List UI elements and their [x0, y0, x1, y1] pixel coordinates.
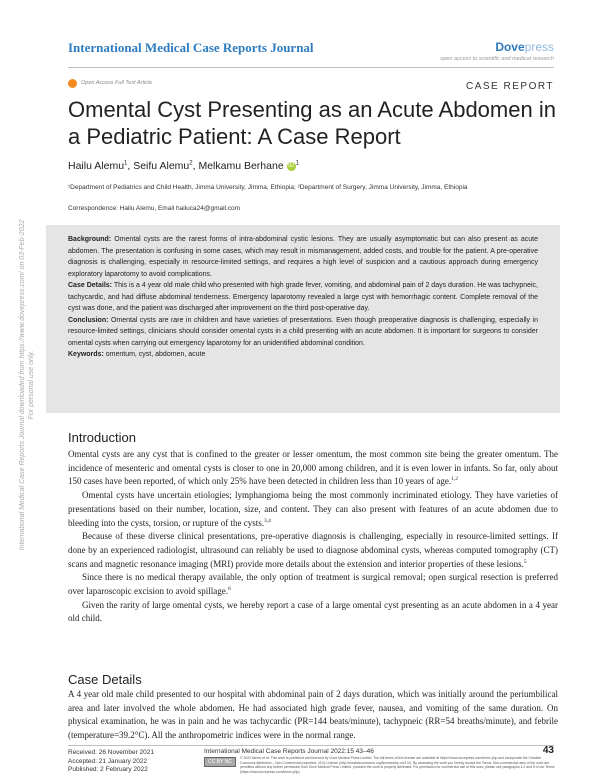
accepted-date: Accepted: 21 January 2022	[68, 757, 148, 765]
download-watermark	[12, 150, 42, 620]
published-date: Published: 2 February 2022	[68, 766, 148, 773]
abstract-keywords: Keywords: omentum, cyst, abdomen, acute	[68, 351, 206, 358]
received-date: Received: 26 November 2021	[68, 749, 154, 756]
case-details-body	[68, 688, 558, 743]
author-affil-sup: 1	[124, 160, 128, 167]
footer-divider	[68, 745, 554, 746]
publisher-logo	[495, 40, 554, 54]
paragraph: Because of these diverse clinical presentations, pre-operative diagnosis is challenging, especially in resource-limited settings. If done by an experienced radiologist, ultrasound can reliably be used to diagnose abdominal cysts, whereas computed tomography (CT) scans and magnetic resonance imaging (MRI) provide more details about the extension and interior properties of these lesions.$^5$	[68, 531, 558, 569]
journal-citation: International Medical Case Reports Journal 2022:15 43–46	[204, 748, 374, 755]
watermark-line2: For personal use only.	[28, 350, 35, 420]
paragraph: Omental cysts have uncertain etiologies; lymphangioma being the most commonly incriminated etiology. They have varieties of presentations based on their number, location, size, and content. They can also present with features of an acute abdomen due to bleeding into the cysts, torsion, or rupture of the cysts.$^{3,4}$	[68, 490, 558, 528]
correspondence: Correspondence: Hailu Alemu, Email hailuca24@gmail.com	[68, 205, 241, 212]
author-affil-sup: 2	[189, 160, 193, 167]
brand-suffix: press	[524, 40, 554, 54]
brand-main: Dove	[495, 40, 525, 54]
citation-ref[interactable]: 1,2	[451, 476, 458, 483]
header-divider	[68, 67, 554, 68]
cc-license-icon[interactable]: CC BY NC	[204, 757, 236, 767]
citation-ref[interactable]: 3,4	[263, 517, 271, 524]
publisher-tagline: open access to scientific and medical research	[440, 56, 554, 62]
abstract-conclusion: Conclusion: Omental cysts are rare in children and have varieties of presentations. Even though preoperative diagnosis is challenging, especially in resource-limited settings, clinicians should consider omental cysts in a child presenting with an acute abdomen. It is important for surgeons to consider omental cysts when carrying out emergency laparotomy for an unidentified abdominal condition.	[68, 316, 538, 347]
open-access-icon	[68, 79, 77, 88]
abstract-case-details: Case Details: This is a 4 year old male child who presented with high grade fever, vomiting, and abdominal pain of 2 days duration. He was tachypneic, tachycardic, and had diffuse abdominal tenderness. Emergency laparotomy revealed a large cyst with hemorrhagic content. Complete removal of the cyst was done, and the patient was discharged after improvement on the third post-operative day.	[68, 282, 538, 312]
paragraph: Given the rarity of large omental cysts, we hereby report a case of a large omental cyst presenting as an acute abdomen in a 4 year old child.	[68, 599, 558, 624]
paragraph: Omental cysts are any cyst that is confined to the greater or lesser omentum, the most common site being the greater omentum. The incidence of mesenteric and omental cysts is closer to one in 20,000 among children, and it is even lower in infants. So far, only about 150 cases have been reported, of which only 25% have been detected in children less than 10 years of age.$^{1,2}$	[68, 449, 558, 487]
citation-ref[interactable]: 6	[227, 586, 231, 593]
orcid-icon[interactable]: iD	[288, 162, 294, 169]
article-title: Omental Cyst Presenting as an Acute Abdomen in a Pediatric Patient: A Case Report	[68, 97, 556, 149]
author-name: Seifu Alemu	[133, 160, 190, 172]
open-access-label: Open Access Full Text Article	[81, 80, 153, 86]
abstract-box	[46, 225, 560, 413]
journal-name: International Medical Case Reports Journal	[68, 40, 314, 55]
section-heading-introduction: Introduction	[68, 430, 136, 445]
abstract-background: Background: Omental cysts are the rarest forms of intra-abdominal cystic lesions. They are usually asymptomatic but can also present as acute abdomen. The presentation is confusing in some cases, which may result in mismanagement, added costs, and trouble for the patient. A pre-operative diagnosis is challenging, especially in resource-limited settings, and requires a high level of suspicion and a cautious approach during emergency exploratory laparotomy to avoid complications.	[68, 236, 538, 278]
affiliations: ¹Department of Pediatrics and Child Health, Jimma University, Jimma, Ethiopia; ²Department of Surgery, Jimma University, Jimma, Ethiopia	[68, 184, 468, 191]
section-heading-case-details: Case Details	[68, 672, 142, 687]
introduction-body	[68, 448, 558, 626]
page-number: 43	[542, 745, 554, 756]
citation-ref[interactable]: 5	[523, 558, 527, 565]
license-text: © 2022 Alemu et al. This work is published and licensed by Dove Medical Press Limited. The full terms of this license are available at https://www.dovepress.com/terms.php and incorporate the Creative Commons Attribution – Non Commercial (unported, v3.0) License (http://creativecommons.org/licenses/by-nc/3.0/). By accessing the work you hereby accept the Terms. Non-commercial uses of the work are permitted without any further permission from Dove Medical Press Limited, provided the work is properly attributed. For permission for commercial use of this work, please see paragraphs 4.2 and 5 of our Terms (https://www.dovepress.com/terms.php).	[240, 756, 555, 774]
article-dates	[68, 749, 154, 775]
article-type: CASE REPORT	[466, 81, 554, 92]
watermark-line1: International Medical Case Reports Journal downloaded from https://www.dovepress.com/ on 03-Feb-2022	[19, 219, 26, 551]
author-name: Hailu Alemu	[68, 160, 125, 172]
paragraph: A 4 year old male child presented to our hospital with abdominal pain of 2 days duration, which was initially around the periumbilical area and later involved the whole abdomen. He had associated high grade fever, nausea, and vomiting of the same duration. On physical examination, he was in pain and he was tachycardic (PR=144 beats/minute), tachypneic (RR=54 breaths/minute), and febrile (temperature=39.2°C). All the anthropometric indices were in the normal range.	[68, 689, 558, 741]
paragraph: Since there is no medical therapy available, the only option of treatment is surgical removal; open surgical resection is preferred over laparoscopic excision to avoid spillage.$^6$	[68, 572, 558, 597]
author-name: Melkamu Berhane	[198, 160, 284, 172]
author-list: Hailu Alemu$^1$, Seifu Alemu$^2$, Melkamu Berhane iD $^1$	[68, 160, 299, 172]
author-affil-sup: 1	[295, 160, 299, 167]
